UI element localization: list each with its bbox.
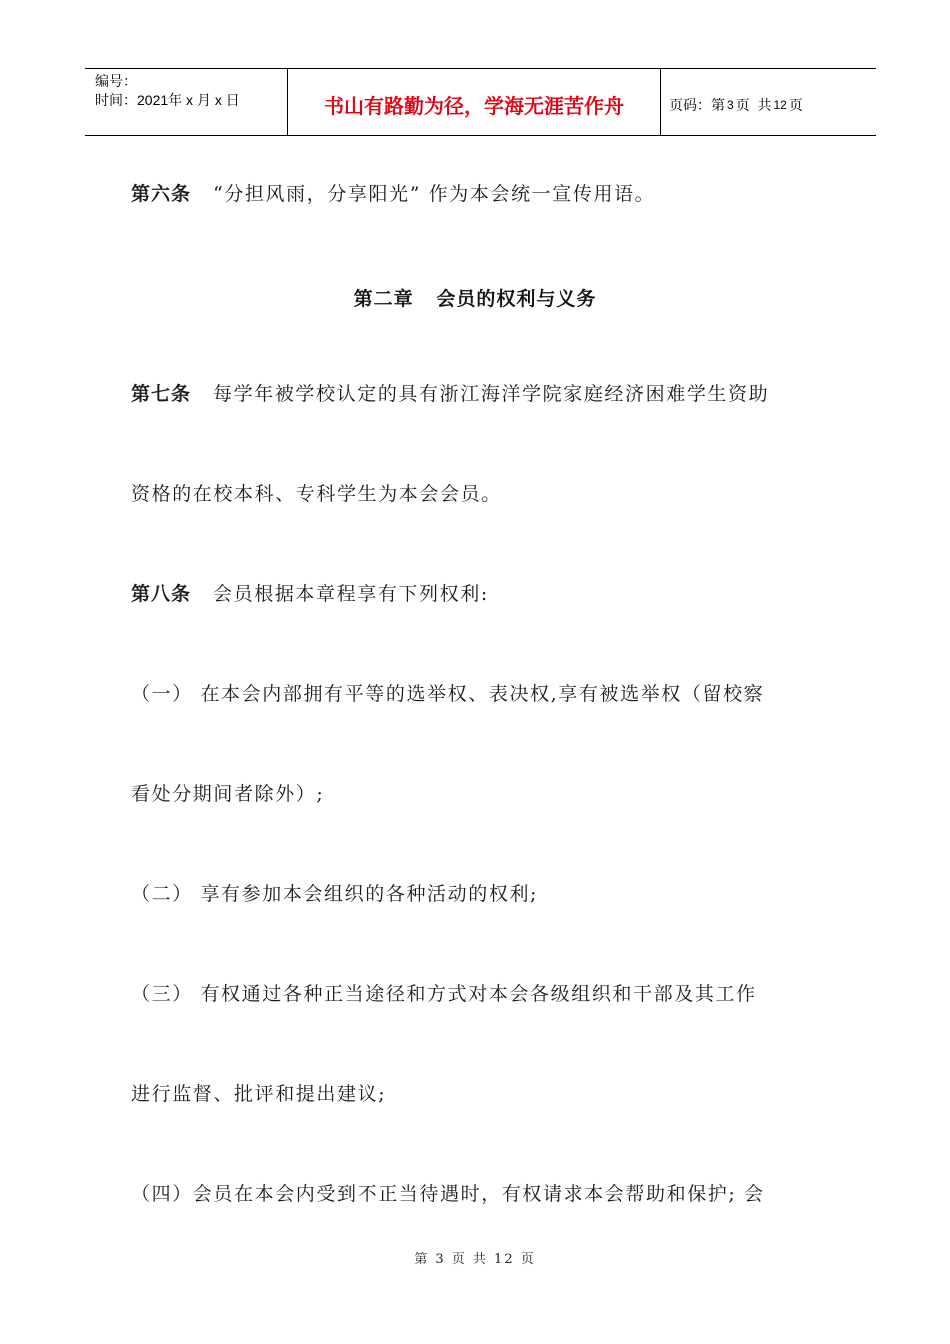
page-current: 3 — [727, 98, 734, 112]
time-day: x — [214, 92, 222, 108]
header-motto: 书山有路勤为径，学海无涯苦作舟 — [324, 93, 624, 118]
article-8-text: 会员根据本章程享有下列权利: — [213, 583, 489, 605]
article-7-text-1: 每学年被学校认定的具有浙江海洋学院家庭经济困难学生资助 — [213, 383, 770, 405]
article-7-line-1 — [131, 382, 769, 406]
article-7-label: 第七条 — [131, 383, 192, 405]
right-item-2: （二） 享有参加本会组织的各种活动的权利; — [131, 883, 539, 905]
time-year-unit: 年 — [168, 92, 183, 108]
article-6-text: “分担风雨，分享阳光” 作为本会统一宣传用语。 — [213, 183, 656, 205]
time-day-unit: 日 — [225, 92, 240, 108]
article-6-label: 第六条 — [131, 183, 192, 205]
right-item-3-line-1: （三） 有权通过各种正当途径和方式对本会各级组织和干部及其工作 — [131, 983, 757, 1005]
time-line — [95, 91, 287, 110]
chapter-title: 第二章 会员的权利与义务 — [353, 288, 597, 310]
serial-number-label: 编号： — [95, 73, 137, 89]
article-8 — [131, 582, 489, 606]
header-motto-cell — [288, 69, 661, 135]
article-7-line-2: 资格的在校本科、专科学生为本会会员。 — [131, 483, 502, 505]
right-item-4-line-1: （四）会员在本会内受到不正当待遇时，有权请求本会帮助和保护; 会 — [131, 1183, 765, 1205]
right-item-3-line-2: 进行监督、批评和提出建议; — [131, 1083, 387, 1105]
time-label: 时间： — [95, 92, 137, 108]
time-year: 2021 — [137, 92, 169, 108]
page-footer: 第 3 页 共 12 页 — [414, 1252, 536, 1267]
article-6 — [131, 182, 655, 206]
page-total: 12 — [773, 98, 787, 112]
page-label: 页码：第 — [669, 97, 725, 113]
right-item-1-line-2: 看处分期间者除外）; — [131, 783, 325, 805]
total-label: 共 — [757, 97, 772, 113]
page-header — [85, 68, 876, 136]
header-meta-cell — [85, 69, 288, 135]
header-page-cell — [661, 69, 876, 135]
time-month: x — [186, 92, 194, 108]
time-month-unit: 月 — [196, 92, 211, 108]
article-8-label: 第八条 — [131, 583, 192, 605]
right-item-1-line-1: （一） 在本会内部拥有平等的选举权、表决权,享有被选举权（留校察 — [131, 683, 765, 705]
page-unit: 页 — [735, 97, 750, 113]
total-unit: 页 — [788, 97, 803, 113]
